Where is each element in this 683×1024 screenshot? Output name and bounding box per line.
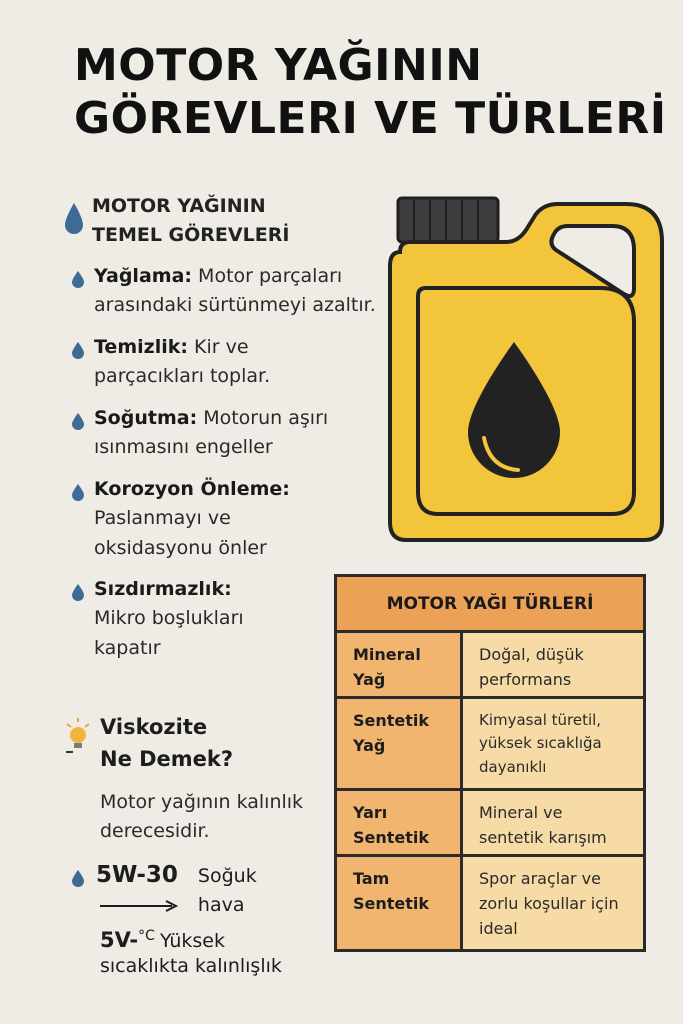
arrow-icon <box>100 898 180 917</box>
duty-item <box>72 404 382 463</box>
duty-term: Soğutma: <box>94 406 198 429</box>
oil-canister-icon <box>386 192 666 548</box>
table-title: MOTOR YAĞI TÜRLERİ <box>337 577 643 633</box>
duty-desc: Paslanmayı ve oksidasyonu önler <box>94 507 267 559</box>
duty-term: Sızdırmazlık: <box>94 577 232 600</box>
duty-item <box>72 475 382 563</box>
grade-note: Soğuk hava <box>197 865 257 916</box>
grade-note-line-2: sıcaklıkta kalınlışlık <box>100 955 282 977</box>
oil-drop-icon <box>72 342 84 363</box>
oil-drop-icon <box>64 202 84 240</box>
type-desc: Mineral ve sentetik karışım <box>463 791 643 854</box>
grade-code: 5V- <box>100 928 139 952</box>
type-desc: Spor araçlar ve zorlu koşullar için ideal <box>463 857 643 949</box>
duty-term: Korozyon Önleme: <box>94 477 290 500</box>
duty-term: Yağlama: <box>94 265 192 287</box>
oil-drop-icon <box>72 584 84 605</box>
viscosity-heading-line-2: Ne Demek? <box>100 746 234 771</box>
grade-code: 5W-30 <box>96 862 178 888</box>
title-line-1: MOTOR YAĞININ <box>74 40 483 91</box>
duty-desc: Motor parçaları arasındaki sürtünmeyi azaltır. <box>94 265 376 317</box>
type-name: Tam Sentetik <box>337 857 463 949</box>
lightbulb-icon <box>64 718 92 758</box>
duty-item <box>72 262 382 321</box>
viscosity-description: Motor yağının kalınlık derecesidir. <box>100 791 304 843</box>
table-row <box>337 791 643 857</box>
oil-types-table <box>334 574 646 952</box>
type-desc: Kimyasal türetil, yüksek sıcaklığa dayanıklı <box>463 699 643 788</box>
duty-item <box>72 333 382 392</box>
viscosity-grade-hot <box>100 928 360 981</box>
viscosity-heading-line-1: Viskozite <box>100 715 208 739</box>
duty-term: Temizlik: <box>94 335 188 358</box>
title-line-2: GÖREVLERI VE TÜRLERİ <box>74 92 667 144</box>
oil-drop-icon <box>72 413 84 434</box>
degree-symbol: °C <box>138 928 155 944</box>
duty-desc: Motorun aşırı ısınmasını engeller <box>94 406 329 459</box>
table-row <box>337 699 643 791</box>
duties-heading-line-1: MOTOR YAĞININ <box>92 195 266 217</box>
type-name: Sentetik Yağ <box>337 699 463 788</box>
page-title <box>74 40 674 146</box>
duty-desc: Kir ve parçacıkları toplar. <box>94 335 271 388</box>
duty-desc: Mikro boşlukları kapatır <box>94 607 244 659</box>
type-desc: Doğal, düşük performans <box>463 633 643 696</box>
oil-drop-icon <box>72 271 84 292</box>
table-row <box>337 633 643 699</box>
oil-drop-icon <box>72 870 84 891</box>
type-name: Mineral Yağ <box>337 633 463 696</box>
duties-heading-line-2: TEMEL GÖREVLERİ <box>92 223 290 246</box>
oil-drop-icon <box>72 484 84 505</box>
type-name: Yarı Sentetik <box>337 791 463 854</box>
duties-heading <box>64 192 334 249</box>
grade-note: Yüksek <box>159 930 225 952</box>
table-row <box>337 857 643 949</box>
viscosity-heading <box>64 712 314 775</box>
